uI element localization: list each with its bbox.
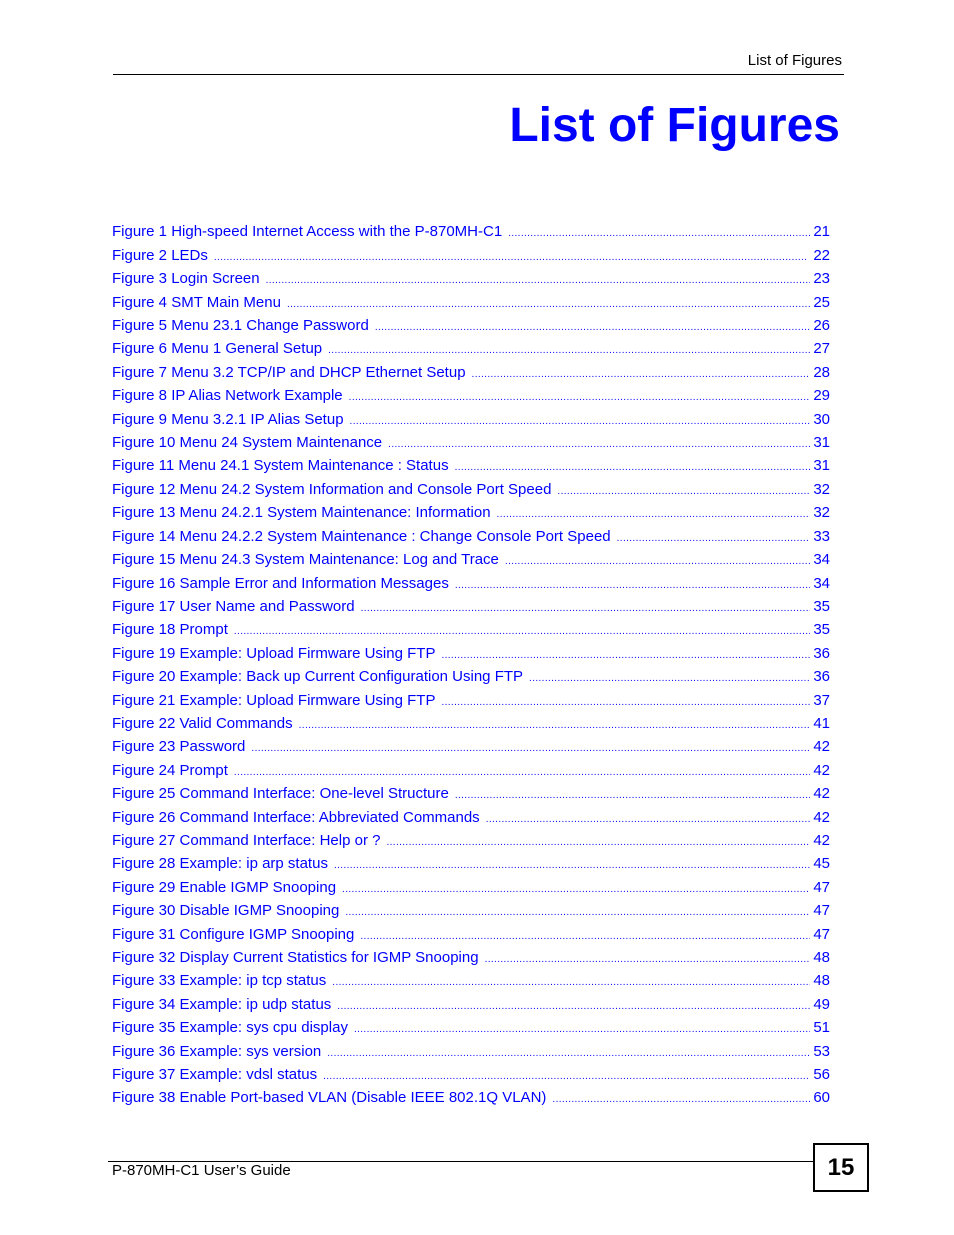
toc-entry-page: 53 xyxy=(813,1042,830,1060)
toc-leader-dots xyxy=(505,551,810,568)
toc-entry[interactable] xyxy=(112,334,830,357)
toc-entry-page: 47 xyxy=(813,878,830,896)
toc-entry-label: Figure 28 Example: ip arp status xyxy=(112,855,328,873)
toc-leader-dots xyxy=(455,575,810,592)
toc-entry-page: 48 xyxy=(813,972,830,990)
page-number: 15 xyxy=(813,1143,869,1192)
toc-entry-page: 49 xyxy=(813,995,830,1013)
toc-leader-dots xyxy=(354,1019,810,1036)
toc-entry-label: Figure 33 Example: ip tcp status xyxy=(112,972,327,990)
toc-entry-label: Figure 32 Display Current Statistics for IGMP Snooping xyxy=(112,949,479,966)
toc-entry[interactable] xyxy=(112,919,830,942)
toc-entry-page: 51 xyxy=(813,1019,830,1037)
toc-entry-page: 21 xyxy=(813,223,830,241)
toc-leader-dots xyxy=(360,926,810,943)
page-title: List of Figures xyxy=(509,99,840,152)
toc-entry-page: 42 xyxy=(813,831,830,849)
toc-entry[interactable] xyxy=(112,521,830,544)
toc-entry-page: 45 xyxy=(813,855,830,873)
toc-entry-page: 32 xyxy=(813,504,830,522)
toc-entry-label: Figure 23 Password xyxy=(112,738,246,756)
toc-entry[interactable] xyxy=(112,615,830,638)
toc-entry-page: 48 xyxy=(813,949,830,966)
toc-entry-page: 47 xyxy=(813,902,830,920)
toc-entry[interactable] xyxy=(112,849,830,872)
toc-entry-page: 26 xyxy=(813,317,830,335)
toc-leader-dots xyxy=(334,855,810,872)
toc-entry-label: Figure 21 Example: Upload Firmware Using FTP xyxy=(112,691,436,709)
toc-entry-label: Figure 18 Prompt xyxy=(112,621,228,639)
toc-entry[interactable] xyxy=(112,1083,830,1106)
toc-leader-dots xyxy=(485,949,811,966)
toc-entry[interactable] xyxy=(112,943,830,966)
toc-entry[interactable] xyxy=(112,357,830,380)
toc-leader-dots xyxy=(327,1043,810,1060)
toc-leader-dots xyxy=(441,692,810,709)
toc-entry-page: 25 xyxy=(813,293,830,311)
toc-entry-label: Figure 24 Prompt xyxy=(112,761,228,779)
toc-entry-page: 41 xyxy=(813,714,830,732)
toc-entry[interactable] xyxy=(112,498,830,521)
toc-entry[interactable] xyxy=(112,779,830,802)
toc-leader-dots xyxy=(332,972,810,989)
toc-entry-page: 47 xyxy=(813,925,830,943)
toc-entry-label: Figure 13 Menu 24.2.1 System Maintenance: Information xyxy=(112,504,491,522)
toc-entry-page: 34 xyxy=(813,551,830,569)
toc-entry-label: Figure 36 Example: sys version xyxy=(112,1042,322,1060)
toc-entry-label: Figure 35 Example: sys cpu display xyxy=(112,1019,348,1037)
toc-leader-dots xyxy=(497,504,811,521)
toc-entry[interactable] xyxy=(112,217,830,240)
toc-entry[interactable] xyxy=(112,802,830,825)
toc-entry-page: 22 xyxy=(813,246,830,264)
toc-entry-page: 28 xyxy=(813,363,830,381)
toc-entry-label: Figure 6 Menu 1 General Setup xyxy=(112,340,323,358)
toc-entry-page: 35 xyxy=(813,621,830,639)
toc-entry[interactable] xyxy=(112,662,830,685)
toc-entry[interactable] xyxy=(112,826,830,849)
toc-entry-page: 42 xyxy=(813,738,830,756)
toc-entry-page: 32 xyxy=(813,480,830,498)
toc-entry-label: Figure 34 Example: ip udp status xyxy=(112,995,332,1013)
toc-entry-label: Figure 15 Menu 24.3 System Maintenance: Log and Trace xyxy=(112,551,499,569)
toc-entry-label: Figure 29 Enable IGMP Snooping xyxy=(112,878,337,896)
toc-leader-dots xyxy=(508,223,810,240)
toc-entry[interactable] xyxy=(112,896,830,919)
toc-entry[interactable] xyxy=(112,709,830,732)
toc-entry[interactable] xyxy=(112,381,830,404)
toc-entry-page: 56 xyxy=(813,1066,830,1084)
toc-entry-label: Figure 11 Menu 24.1 System Maintenance : Status xyxy=(112,457,449,475)
toc-entry-label: Figure 1 High-speed Internet Access with the P-870MH-C1 xyxy=(112,223,503,241)
toc-leader-dots xyxy=(251,738,810,755)
toc-leader-dots xyxy=(375,317,810,334)
toc-entry[interactable] xyxy=(112,1013,830,1036)
toc-leader-dots xyxy=(234,621,810,638)
toc-entry-page: 31 xyxy=(813,457,830,475)
toc-entry-page: 33 xyxy=(813,527,830,545)
toc-entry[interactable] xyxy=(112,428,830,451)
toc-entry[interactable] xyxy=(112,545,830,568)
toc-entry-page: 35 xyxy=(813,597,830,615)
toc-entry-label: Figure 8 IP Alias Network Example xyxy=(112,387,343,405)
toc-leader-dots xyxy=(299,715,811,732)
toc-entry[interactable] xyxy=(112,1060,830,1083)
toc-entry-page: 31 xyxy=(813,434,830,452)
toc-entry[interactable] xyxy=(112,404,830,427)
toc-entry-label: Figure 26 Command Interface: Abbreviated Commands xyxy=(112,808,480,826)
toc-leader-dots xyxy=(234,762,810,779)
toc-entry[interactable] xyxy=(112,311,830,334)
toc-leader-dots xyxy=(388,434,810,451)
toc-entry-label: Figure 14 Menu 24.2.2 System Maintenance : Change Console Port Speed xyxy=(112,527,611,545)
toc-entry-page: 23 xyxy=(813,270,830,288)
toc-leader-dots xyxy=(287,294,810,311)
toc-entry-label: Figure 9 Menu 3.2.1 IP Alias Setup xyxy=(112,410,344,428)
toc-entry[interactable] xyxy=(112,966,830,989)
toc-leader-dots xyxy=(214,247,810,264)
toc-leader-dots xyxy=(350,411,811,428)
toc-leader-dots xyxy=(323,1066,810,1083)
toc-entry[interactable] xyxy=(112,755,830,778)
toc-entry-page: 30 xyxy=(813,410,830,428)
toc-entry-label: Figure 5 Menu 23.1 Change Password xyxy=(112,317,369,335)
header-rule xyxy=(113,74,844,75)
toc-entry-page: 42 xyxy=(813,785,830,803)
toc-leader-dots xyxy=(455,785,810,802)
toc-entry-label: Figure 31 Configure IGMP Snooping xyxy=(112,925,355,943)
toc-entry-label: Figure 10 Menu 24 System Maintenance xyxy=(112,434,383,452)
toc-entry-label: Figure 3 Login Screen xyxy=(112,270,260,288)
toc-entry-page: 36 xyxy=(813,644,830,662)
toc-entry[interactable] xyxy=(112,287,830,310)
toc-entry[interactable] xyxy=(112,989,830,1012)
toc-entry-label: Figure 38 Enable Port-based VLAN (Disable IEEE 802.1Q VLAN) xyxy=(112,1089,547,1107)
toc-entry[interactable] xyxy=(112,240,830,263)
toc-leader-dots xyxy=(557,481,810,498)
toc-leader-dots xyxy=(386,832,810,849)
toc-entry-page: 36 xyxy=(813,668,830,686)
toc-leader-dots xyxy=(337,996,810,1013)
toc-leader-dots xyxy=(486,809,811,826)
toc-entry-page: 37 xyxy=(813,691,830,709)
toc-entry[interactable] xyxy=(112,451,830,474)
toc-leader-dots xyxy=(472,364,811,381)
toc-entry-label: Figure 27 Command Interface: Help or ? xyxy=(112,831,381,849)
toc-entry[interactable] xyxy=(112,264,830,287)
toc-leader-dots xyxy=(349,387,811,404)
toc-entry-label: Figure 19 Example: Upload Firmware Using FTP xyxy=(112,644,436,662)
toc-leader-dots xyxy=(441,645,810,662)
toc-leader-dots xyxy=(552,1089,810,1106)
toc-entry-label: Figure 37 Example: vdsl status xyxy=(112,1066,318,1084)
toc-entry-page: 42 xyxy=(813,808,830,826)
toc-entry-label: Figure 17 User Name and Password xyxy=(112,597,355,615)
toc-leader-dots xyxy=(342,879,810,896)
toc-entry-label: Figure 25 Command Interface: One-level Structure xyxy=(112,785,449,803)
toc-entry-label: Figure 12 Menu 24.2 System Information and Console Port Speed xyxy=(112,480,552,498)
toc-entry-label: Figure 4 SMT Main Menu xyxy=(112,293,281,311)
toc-leader-dots xyxy=(529,668,810,685)
toc-entry-label: Figure 7 Menu 3.2 TCP/IP and DHCP Ethernet Setup xyxy=(112,363,466,381)
toc-entry-page: 42 xyxy=(813,761,830,779)
toc-entry-page: 27 xyxy=(813,340,830,358)
toc-entry-label: Figure 30 Disable IGMP Snooping xyxy=(112,902,340,920)
toc-entry-page: 60 xyxy=(813,1089,830,1107)
toc-leader-dots xyxy=(328,340,810,357)
toc-entry-label: Figure 22 Valid Commands xyxy=(112,714,293,732)
toc-entry[interactable] xyxy=(112,1036,830,1059)
toc-leader-dots xyxy=(266,270,811,287)
footer-guide-title: P-870MH-C1 User’s Guide xyxy=(112,1162,291,1179)
toc-leader-dots xyxy=(361,598,811,615)
toc-leader-dots xyxy=(345,902,810,919)
toc-entry-label: Figure 2 LEDs xyxy=(112,246,208,264)
toc-entry[interactable] xyxy=(112,872,830,895)
toc-entry[interactable] xyxy=(112,685,830,708)
toc-entry-label: Figure 20 Example: Back up Current Configuration Using FTP xyxy=(112,668,524,686)
toc-entry[interactable] xyxy=(112,568,830,591)
toc-entry[interactable] xyxy=(112,592,830,615)
toc-entry-page: 29 xyxy=(813,387,830,405)
running-header: List of Figures xyxy=(747,52,842,69)
toc-leader-dots xyxy=(455,457,811,474)
toc-entry[interactable] xyxy=(112,732,830,755)
toc-entry-page: 34 xyxy=(813,574,830,592)
list-of-figures xyxy=(112,217,830,1106)
toc-entry-label: Figure 16 Sample Error and Information Messages xyxy=(112,574,449,592)
toc-entry[interactable] xyxy=(112,638,830,661)
toc-leader-dots xyxy=(617,528,811,545)
toc-entry[interactable] xyxy=(112,474,830,497)
